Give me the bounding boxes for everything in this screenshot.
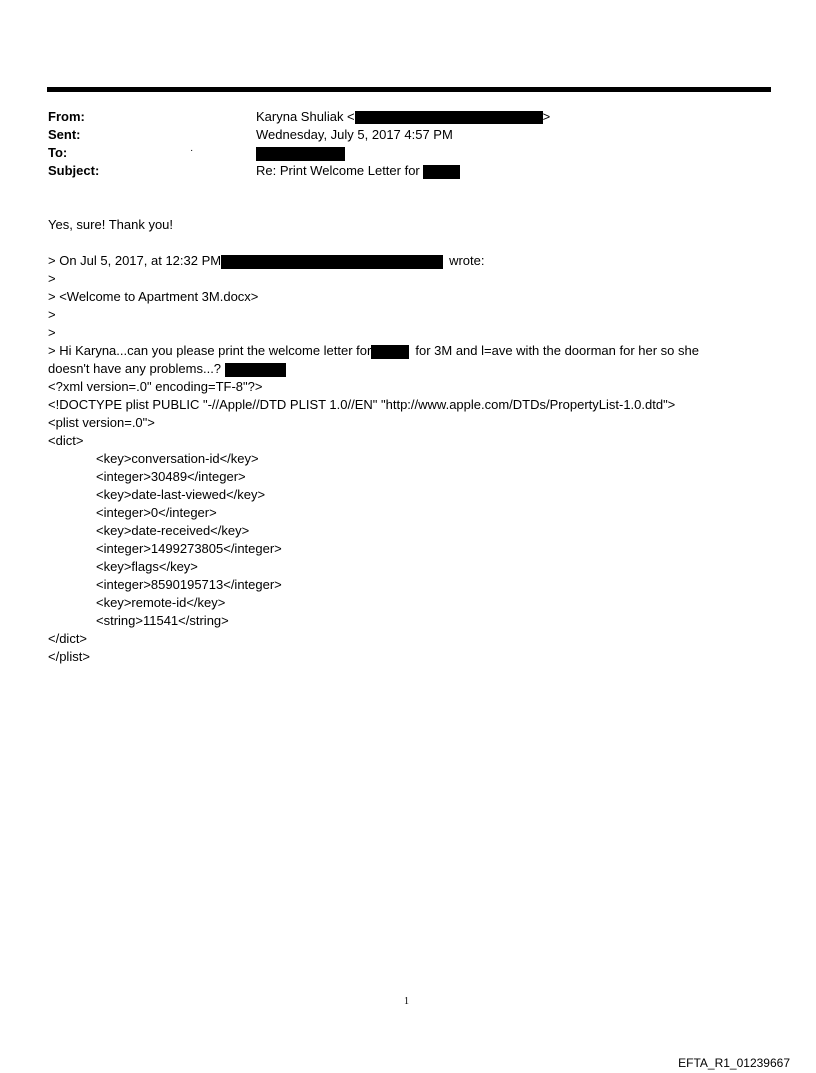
quote-intro-start: > On Jul 5, 2017, at 12:32 PM — [48, 253, 222, 268]
xml-line: <key>date-received</key> — [96, 523, 250, 538]
xml-line: </plist> — [48, 649, 90, 664]
quote-line: > — [48, 307, 56, 322]
document-id: EFTA_R1_01239667 — [678, 1056, 790, 1070]
redaction-box — [423, 165, 460, 179]
from-label: From: — [48, 109, 85, 124]
xml-line: <?xml version=.0" encoding=TF-8"?> — [48, 379, 263, 394]
header-rule — [47, 87, 771, 92]
xml-line: <key>remote-id</key> — [96, 595, 226, 610]
xml-line: <dict> — [48, 433, 84, 448]
xml-line: <key>conversation-id</key> — [96, 451, 259, 466]
from-name: Karyna Shuliak < — [256, 109, 355, 124]
quote-attachment: > <Welcome to Apartment 3M.docx> — [48, 289, 259, 304]
redaction-box — [225, 363, 286, 377]
quote-request-cont-text: doesn't have any problems...? — [48, 361, 222, 376]
xml-line: <integer>30489</integer> — [96, 469, 246, 484]
from-value-end: > — [542, 109, 551, 124]
quote-request-end: for 3M and l=ave with the doorman for her so she — [415, 343, 699, 358]
page-number: 1 — [404, 996, 409, 1007]
quote-line: > — [48, 325, 56, 340]
quote-line: > — [48, 271, 56, 286]
xml-line: <integer>8590195713</integer> — [96, 577, 282, 592]
redaction-box — [355, 111, 543, 124]
xml-line: </dict> — [48, 631, 88, 646]
xml-line: <!DOCTYPE plist PUBLIC "-//Apple//DTD PLIST 1.0//EN" "http://www.apple.com/DTDs/PropertyList-1.0.dtd"> — [48, 397, 676, 412]
subject-value — [256, 163, 460, 179]
reply-text: Yes, sure! Thank you! — [48, 217, 174, 232]
quote-intro-end: wrote: — [449, 253, 485, 268]
redaction-box — [256, 147, 345, 161]
xml-line: <key>date-last-viewed</key> — [96, 487, 266, 502]
quote-intro — [48, 253, 485, 269]
sent-value: Wednesday, July 5, 2017 4:57 PM — [256, 127, 453, 142]
from-value — [256, 109, 550, 125]
xml-line: <integer>1499273805</integer> — [96, 541, 282, 556]
quote-request — [48, 343, 699, 359]
quote-request-start: > Hi Karyna...can you please print the welcome letter for — [48, 343, 372, 358]
redaction-box — [221, 255, 443, 269]
xml-line: <integer>0</integer> — [96, 505, 217, 520]
subject-text: Re: Print Welcome Letter for — [256, 163, 420, 178]
xml-line: <string>11541</string> — [96, 613, 229, 628]
xml-line: <key>flags</key> — [96, 559, 198, 574]
quote-request-cont — [48, 361, 286, 377]
to-dot: · — [190, 145, 194, 156]
xml-line: <plist version=.0"> — [48, 415, 155, 430]
subject-label: Subject: — [48, 163, 100, 178]
redaction-box — [371, 345, 409, 359]
to-label: To: — [48, 145, 68, 160]
to-value — [256, 145, 345, 161]
sent-label: Sent: — [48, 127, 81, 142]
